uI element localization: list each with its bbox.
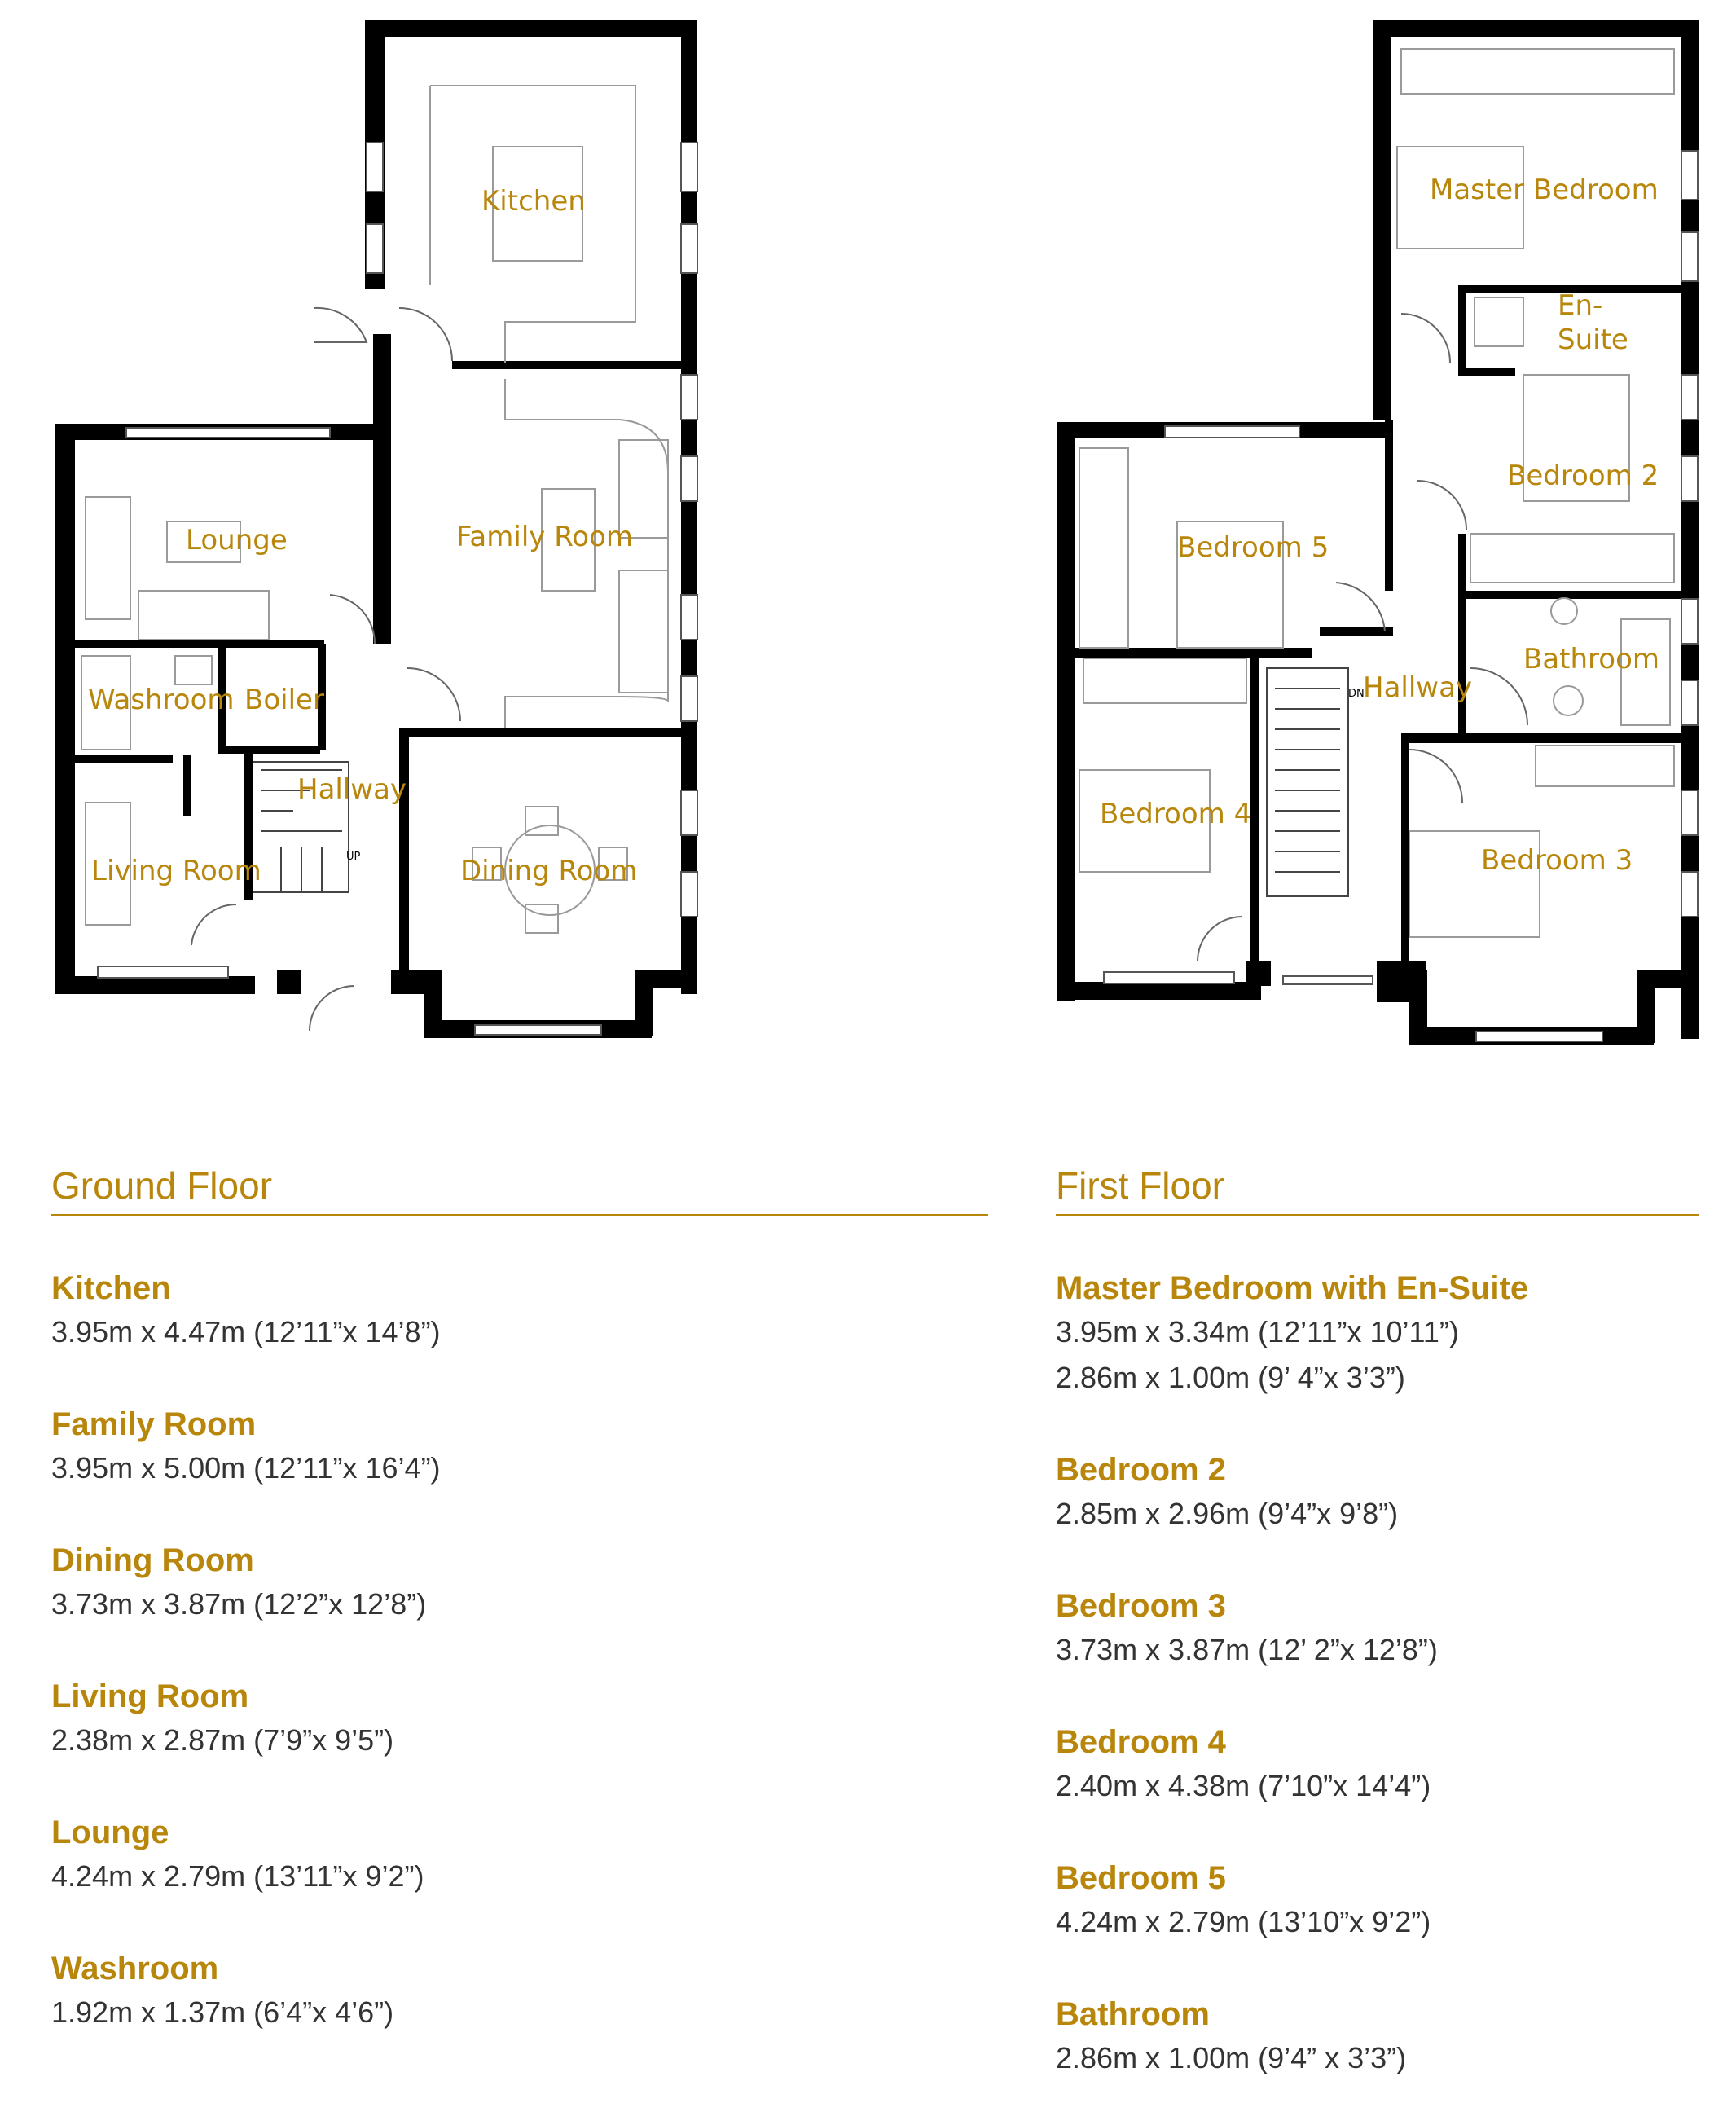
floor-plan-drawing bbox=[0, 0, 1736, 1059]
room-name: Washroom bbox=[51, 1951, 219, 1986]
ground-label-dining-room: Dining Room bbox=[460, 855, 638, 887]
ground-room-living-room bbox=[51, 1675, 393, 1763]
room-dimensions: 3.95m x 4.47m (12’11”x 14’8”) bbox=[51, 1315, 441, 1348]
first-floor-rule bbox=[1056, 1214, 1699, 1216]
ground-floor-heading: Ground Floor bbox=[51, 1164, 273, 1207]
ground-room-washroom bbox=[51, 1947, 393, 2035]
first-room-bathroom bbox=[1056, 1993, 1406, 2081]
room-name: Kitchen bbox=[51, 1270, 171, 1306]
ground-label-lounge: Lounge bbox=[186, 524, 288, 557]
ground-label-hallway: Hallway bbox=[297, 773, 407, 806]
room-dimensions: 3.73m x 3.87m (12’2”x 12’8”) bbox=[51, 1587, 427, 1621]
first-label-en-suite-line2: Suite bbox=[1558, 323, 1628, 356]
first-label-master-bedroom: Master Bedroom bbox=[1430, 174, 1659, 206]
room-dimensions: 3.73m x 3.87m (12’ 2”x 12’8”) bbox=[1056, 1633, 1438, 1666]
first-stair-dn-label: DN bbox=[1348, 688, 1365, 700]
ground-stair-up-label: UP bbox=[346, 851, 361, 863]
first-label-bedroom-5: Bedroom 5 bbox=[1177, 531, 1329, 564]
room-dimensions: 4.24m x 2.79m (13’10”x 9’2”) bbox=[1056, 1905, 1431, 1938]
room-dimensions: 2.86m x 1.00m (9’4” x 3’3”) bbox=[1056, 2041, 1407, 2074]
room-dimensions: 3.95m x 5.00m (12’11”x 16’4”) bbox=[51, 1451, 441, 1485]
first-label-bedroom-2: Bedroom 2 bbox=[1507, 460, 1659, 492]
first-room-bedroom-2 bbox=[1056, 1449, 1398, 1537]
ground-label-kitchen: Kitchen bbox=[481, 185, 586, 218]
ground-room-dining-room bbox=[51, 1539, 426, 1627]
room-dimensions: 2.38m x 2.87m (7’9”x 9’5”) bbox=[51, 1723, 394, 1757]
room-name: Bedroom 4 bbox=[1056, 1724, 1226, 1760]
first-label-hallway: Hallway bbox=[1363, 671, 1473, 704]
ground-floor-plan bbox=[55, 20, 697, 1038]
room-dimensions: 4.24m x 2.79m (13’11”x 9’2”) bbox=[51, 1859, 424, 1893]
room-dimensions: 1.92m x 1.37m (6’4”x 4’6”) bbox=[51, 1995, 394, 2029]
room-name: Bedroom 3 bbox=[1056, 1588, 1226, 1624]
room-name: Bedroom 2 bbox=[1056, 1452, 1226, 1488]
room-dimensions: 3.95m x 3.34m (12’11”x 10’11”) bbox=[1056, 1315, 1459, 1348]
ground-room-kitchen bbox=[51, 1267, 441, 1355]
first-room-bedroom-3 bbox=[1056, 1585, 1438, 1673]
ground-room-family-room bbox=[51, 1403, 441, 1491]
first-room-bedroom-5 bbox=[1056, 1857, 1431, 1945]
room-name: Master Bedroom with En-Suite bbox=[1056, 1270, 1529, 1306]
first-label-bedroom-4: Bedroom 4 bbox=[1100, 798, 1252, 830]
first-room-master-bedroom bbox=[1056, 1267, 1528, 1401]
first-label-en-suite-line1: En- bbox=[1558, 289, 1603, 322]
first-room-bedroom-4 bbox=[1056, 1721, 1431, 1809]
first-floor-heading: First Floor bbox=[1056, 1164, 1224, 1207]
room-name: Family Room bbox=[51, 1406, 257, 1442]
ground-room-lounge bbox=[51, 1811, 424, 1899]
ground-label-boiler: Boiler bbox=[244, 684, 324, 716]
ground-label-washroom: Washroom bbox=[88, 684, 235, 716]
room-name: Bedroom 5 bbox=[1056, 1860, 1226, 1896]
first-floor-plan bbox=[1057, 20, 1699, 1045]
ground-label-living-room: Living Room bbox=[91, 855, 261, 887]
room-name: Dining Room bbox=[51, 1542, 254, 1578]
room-name: Living Room bbox=[51, 1678, 249, 1714]
ground-label-family-room: Family Room bbox=[456, 521, 634, 553]
first-label-bathroom: Bathroom bbox=[1523, 643, 1659, 675]
first-label-bedroom-3: Bedroom 3 bbox=[1481, 844, 1633, 877]
room-name: Lounge bbox=[51, 1815, 169, 1850]
room-name: Bathroom bbox=[1056, 1996, 1210, 2032]
en-suite-dimensions: 2.86m x 1.00m (9’ 4”x 3’3”) bbox=[1056, 1361, 1405, 1394]
room-dimensions: 2.85m x 2.96m (9’4”x 9’8”) bbox=[1056, 1497, 1399, 1530]
ground-floor-rule bbox=[51, 1214, 988, 1216]
room-dimensions: 2.40m x 4.38m (7’10”x 14’4”) bbox=[1056, 1769, 1431, 1802]
